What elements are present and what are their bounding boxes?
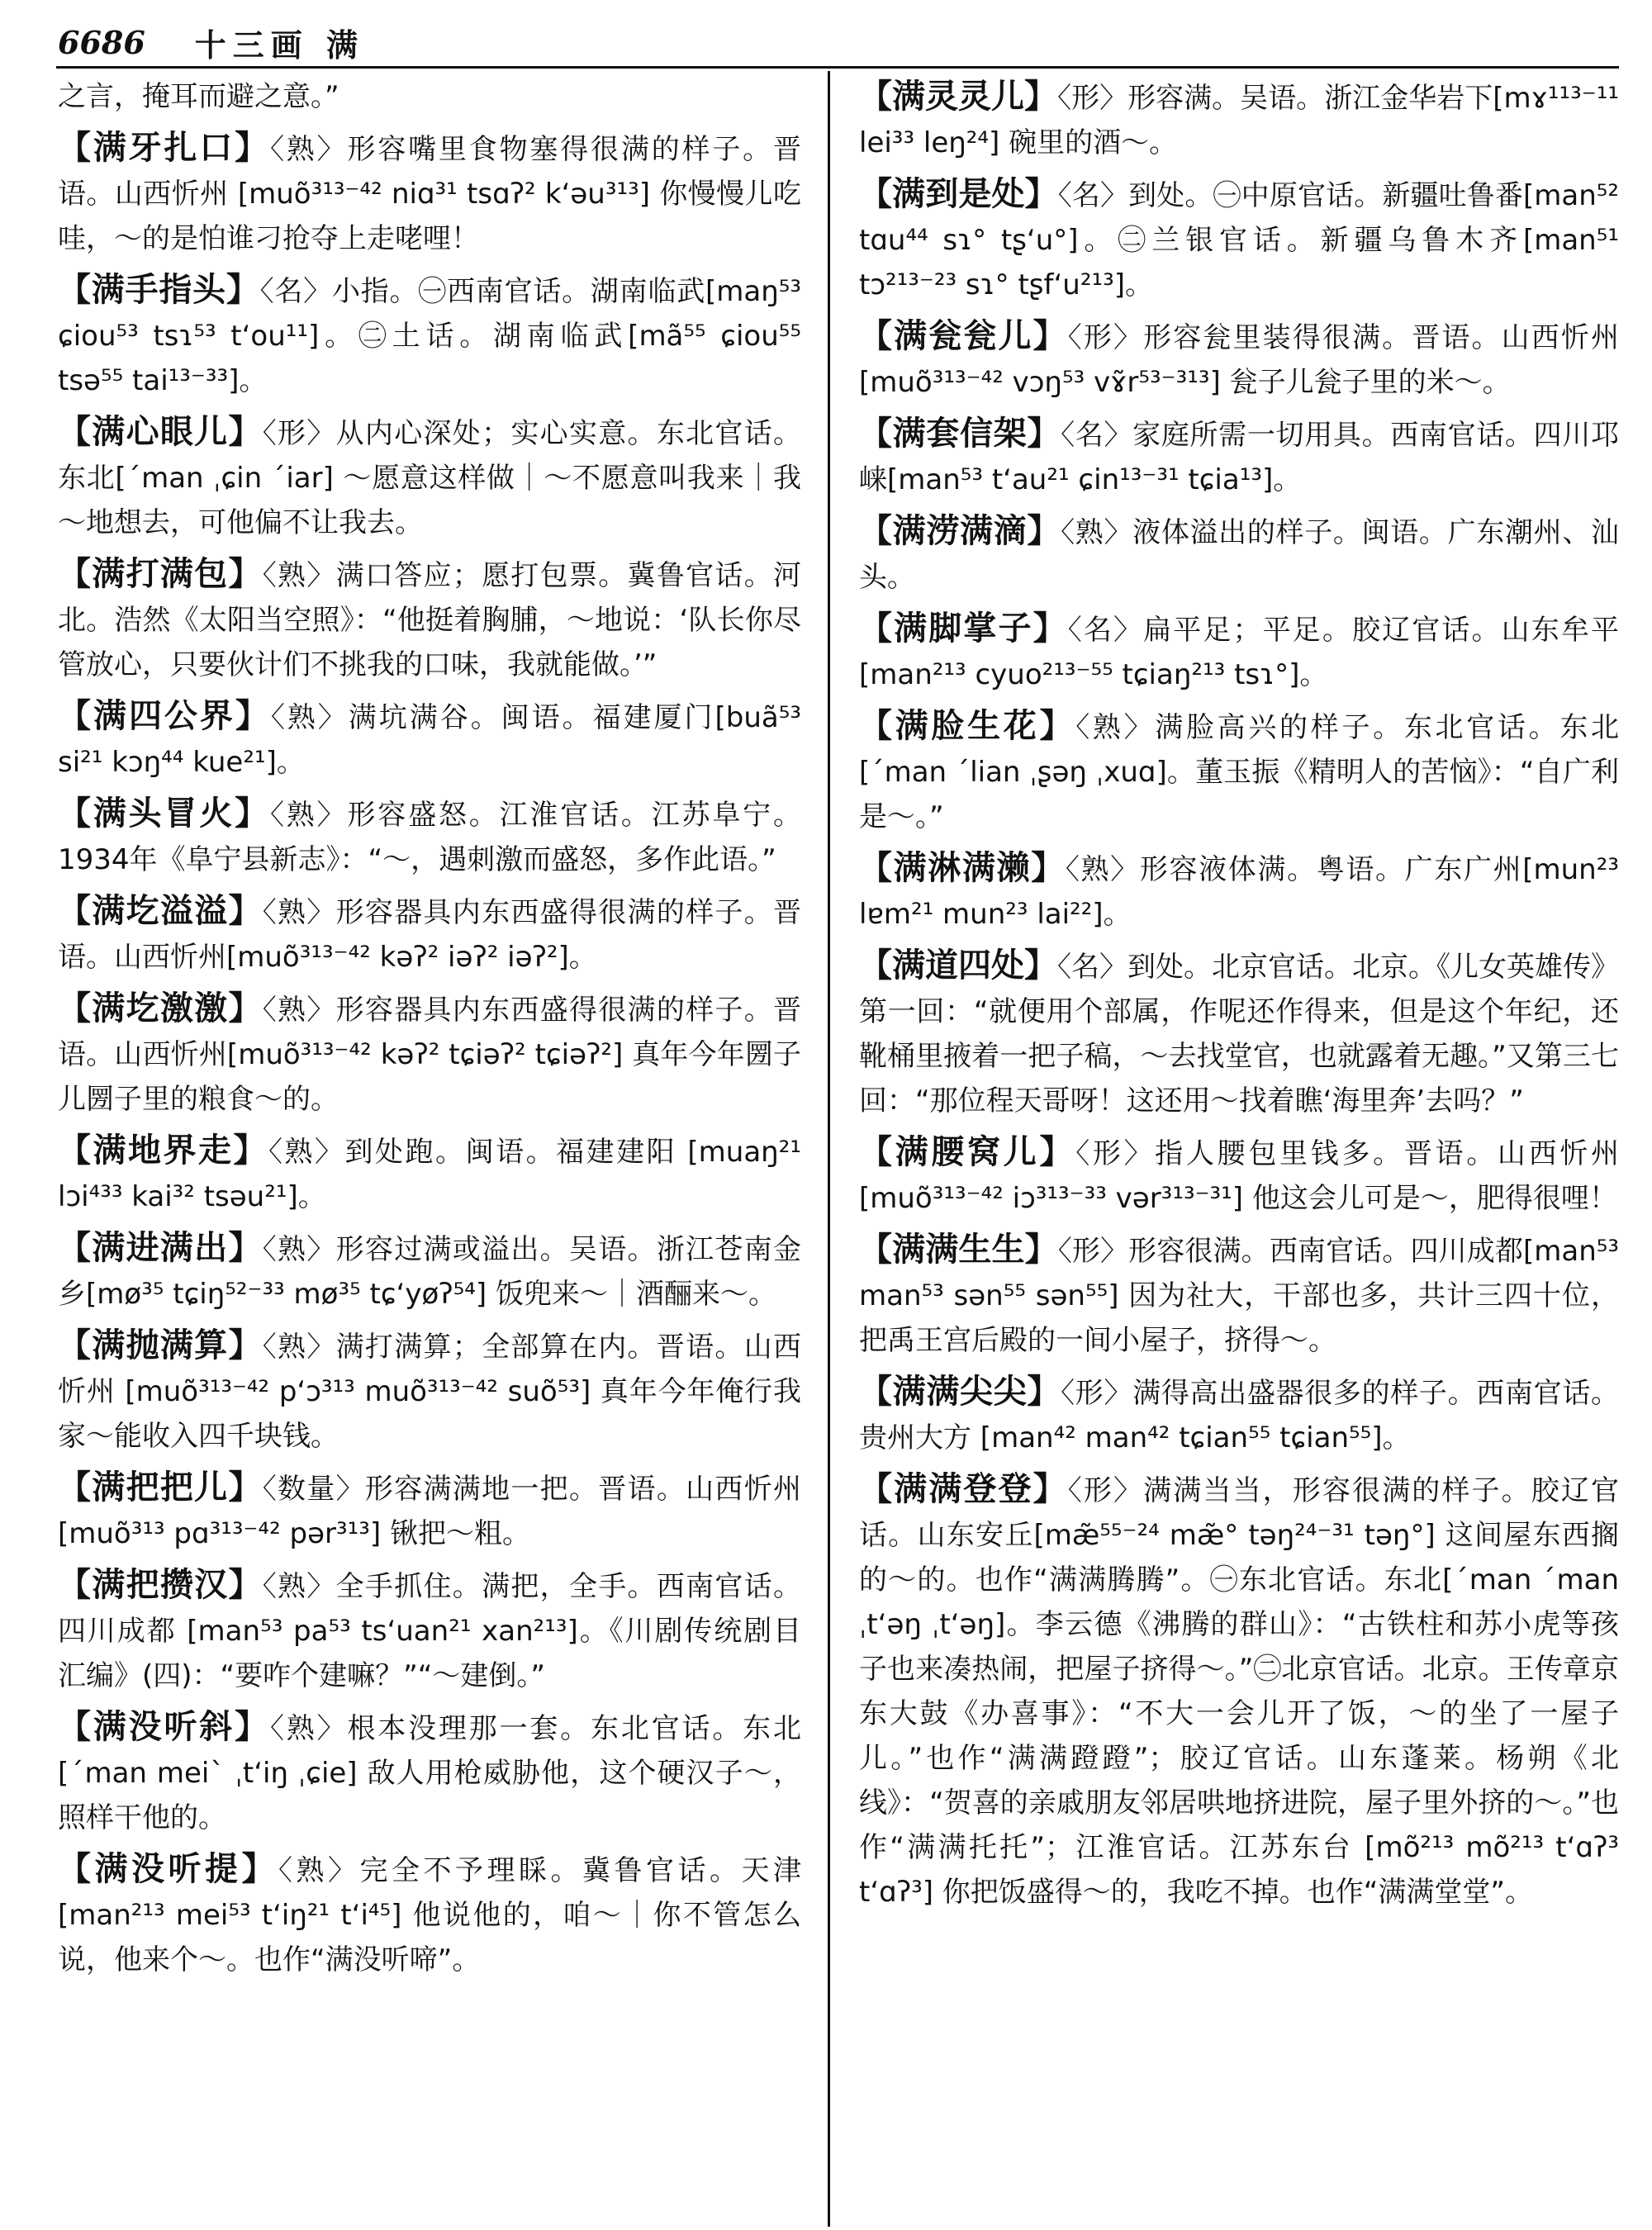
headword: 【满没听斜】	[58, 1708, 270, 1746]
dictionary-entry: 【满圪激激】〈熟〉形容器具内东西盛得很满的样子。晋语。山西忻州[muõ³¹³⁻⁴² kəʔ² tɕiəʔ² tɕiəʔ²] 真年今年圐子儿圐子里的粮食～的。	[58, 989, 801, 1116]
dictionary-entry: 【满到是处】〈名〉到处。㊀中原官话。新疆吐鲁番[man⁵² tɑu⁴⁴ sɿ° tʂ‘u°]。㊁兰银官话。新疆乌鲁木齐[man⁵¹ tɔ²¹³⁻²³ sɿ° tʂf‘u²¹³]。	[859, 175, 1619, 301]
headword: 【满圪激激】	[58, 989, 263, 1027]
entry-continuation: 之言，掩耳而避之意。”	[58, 80, 339, 113]
dictionary-entry: 【满打满包】〈熟〉满口答应；愿打包票。冀鲁官话。河北。浩然《太阳当空照》：“他挺着胸脯，～地说：‘队长你尽管放心，只要伙计们不挑我的口味，我就能做。’”	[58, 555, 801, 681]
headword: 【满满尖尖】	[859, 1373, 1061, 1411]
running-head: 十三画 满	[194, 26, 364, 64]
dictionary-entry: 【满进满出】〈熟〉形容过满或溢出。吴语。浙江苍南金乡[mø³⁵ tɕiŋ⁵²⁻³³ mø³⁵ tɕ‘yøʔ⁵⁴] 饭兜来～｜酒酾来～。	[58, 1229, 801, 1311]
dictionary-entry: 【满腰窝儿】〈形〉指人腰包里钱多。晋语。山西忻州[muõ³¹³⁻⁴² iɔ³¹³⁻³³ vər³¹³⁻³¹] 他这会儿可是～，肥得很哩！	[859, 1133, 1619, 1215]
dictionary-entry: 【满牙扎口】〈熟〉形容嘴里食物塞得很满的样子。晋语。山西忻州 [muõ³¹³⁻⁴² niɑ³¹ tsɑʔ² k‘əu³¹³] 你慢慢儿吃哇，～的是怕谁刁抢夺上走咾哩！	[58, 129, 801, 255]
dictionary-entry: 【满没听提】〈熟〉完全不予理睬。冀鲁官话。天津[man²¹³ mei⁵³ t‘iŋ²¹ t‘i⁴⁵] 他说他的，咱～｜你不管怎么说，他来个～。也作“满没听啼”。	[58, 1850, 801, 1976]
headword: 【满满生生】	[859, 1231, 1058, 1269]
headword: 【满四公界】	[58, 697, 271, 735]
dictionary-entry: 【满套信架】〈名〉家庭所需一切用具。西南官话。四川邛崃[man⁵³ t‘au²¹ ɕin¹³⁻³¹ tɕia¹³]。	[859, 415, 1619, 496]
dictionary-entry: 【满淋满濑】〈熟〉形容液体满。粤语。广东广州[mun²³ lɐm²¹ mun²³ lai²²]。	[859, 849, 1619, 931]
headword: 【满进满出】	[58, 1229, 263, 1267]
headword: 【满圪溢溢】	[58, 892, 263, 930]
dictionary-entry: 【满没听斜】〈熟〉根本没理那一套。东北官话。东北[ˊman meiˋ ˌt‘iŋ ˌɕie] 敌人用枪威胁他，这个硬汉子～，照样干他的。	[58, 1708, 801, 1834]
dictionary-entry: 【满地界走】〈熟〉到处跑。闽语。福建建阳 [muaŋ²¹ lɔi⁴³³ kai³² tsəu²¹]。	[58, 1132, 801, 1213]
headword: 【满打满包】	[58, 555, 263, 593]
dictionary-entry: 【满抛满算】〈熟〉满打满算；全部算在内。晋语。山西忻州 [muõ³¹³⁻⁴² p‘ɔ³¹³ muõ³¹³⁻⁴² suõ⁵³] 真年今年俺行我家～能收入四千块钱。	[58, 1326, 801, 1453]
dictionary-entry: 【满心眼儿】〈形〉从内心深处；实心实意。东北官话。东北[ˊman ˌɕin ˊiar] ～愿意这样做｜～不愿意叫我来｜我～地想去，可他偏不让我去。	[58, 413, 801, 539]
headword: 【满地界走】	[58, 1132, 269, 1170]
dictionary-entry: 【满头冒火】〈熟〉形容盛怒。江淮官话。江苏阜宁。1934年《阜宁县新志》：“～，遇刺激而盛怒，多作此语。”	[58, 795, 801, 876]
headword: 【满脚掌子】	[859, 610, 1068, 648]
left-column	[58, 74, 801, 2222]
page-header	[58, 21, 364, 63]
headword: 【满手指头】	[58, 271, 260, 309]
headword: 【满套信架】	[859, 415, 1061, 453]
dictionary-entry: 【满灵灵儿】〈形〉形容满。吴语。浙江金华岩下[mɤ¹¹³⁻¹¹ lei³³ leŋ²⁴] 碗里的酒～。	[859, 78, 1619, 159]
dictionary-entry: 【满脚掌子】〈名〉扁平足；平足。胶辽官话。山东牟平[man²¹³ cyuo²¹³⁻⁵⁵ tɕiaŋ²¹³ tsɿ°]。	[859, 610, 1619, 691]
right-column	[859, 74, 1619, 2222]
dictionary-entry: 【满把把儿】〈数量〉形容满满地一把。晋语。山西忻州[muõ³¹³ pɑ³¹³⁻⁴² pər³¹³] 锹把～粗。	[58, 1468, 801, 1550]
dictionary-entry: 【满满生生】〈形〉形容很满。西南官话。四川成都[man⁵³ man⁵³ sən⁵⁵ sən⁵⁵] 因为社大，干部也多，共计三四十位，把禹王宫后殿的一间小屋子，挤得～。	[859, 1231, 1619, 1357]
dictionary-entry: 【满把攒汉】〈熟〉全手抓住。满把，全手。西南官话。四川成都 [man⁵³ pa⁵³ ts‘uan²¹ xan²¹³]。《川剧传统剧目汇编》(四)：“要咋个建嘛？”“～建倒。”	[58, 1566, 801, 1692]
headword: 【满满登登】	[859, 1470, 1068, 1508]
page-number: 6686	[58, 23, 145, 61]
headword: 【满涝满滴】	[859, 512, 1061, 550]
dictionary-entry: 【满瓮瓮儿】〈形〉形容瓮里装得很满。晋语。山西忻州[muõ³¹³⁻⁴² vɔŋ⁵³ vɤ̃r⁵³⁻³¹³] 瓮子儿瓮子里的米～。	[859, 317, 1619, 399]
headword: 【满瓮瓮儿】	[859, 317, 1068, 355]
headword: 【满到是处】	[859, 175, 1058, 213]
dictionary-entry: 【满圪溢溢】〈熟〉形容器具内东西盛得很满的样子。晋语。山西忻州[muõ³¹³⁻⁴² kəʔ² iəʔ² iəʔ²]。	[58, 892, 801, 974]
headword: 【满道四处】	[859, 947, 1057, 985]
dictionary-entry: 【满涝满滴】〈熟〉液体溢出的样子。闽语。广东潮州、汕头。	[859, 512, 1619, 594]
dictionary-entry: 【满满尖尖】〈形〉满得高出盛器很多的样子。西南官话。贵州大方 [man⁴² man⁴² tɕian⁵⁵ tɕian⁵⁵]。	[859, 1373, 1619, 1454]
dictionary-entry: 【满道四处】〈名〉到处。北京官话。北京。《儿女英雄传》第一回：“就便用个部属，作呢还作得来，但是这个年纪，还靴桶里掖着一把子稿，～去找堂官，也就露着无趣。”又第三七回：“那位程天哥呀！这还用～找着瞧‘海里奔’去吗？”	[859, 947, 1619, 1117]
dictionary-entry: 【满四公界】〈熟〉满坑满谷。闽语。福建厦门[buã⁵³ si²¹ kɔŋ⁴⁴ kue²¹]。	[58, 697, 801, 779]
header-rule	[56, 66, 1619, 69]
headword: 【满心眼儿】	[58, 413, 263, 451]
headword: 【满灵灵儿】	[859, 78, 1058, 116]
headword: 【满牙扎口】	[58, 129, 270, 167]
dictionary-entry: 【满手指头】〈名〉小指。㊀西南官话。湖南临武[maŋ⁵³ ɕiou⁵³ tsɿ⁵³ t‘ou¹¹]。㊁土话。湖南临武[mã⁵⁵ ɕiou⁵⁵ tsə⁵⁵ tai¹³⁻³³]。	[58, 271, 801, 397]
headword: 【满抛满算】	[58, 1326, 263, 1364]
headword: 【满脸生花】	[859, 707, 1076, 745]
headword: 【满淋满濑】	[859, 849, 1066, 887]
dictionary-entry: 【满满登登】〈形〉满满当当，形容很满的样子。胶辽官话。山东安丘[mæ̃⁵⁵⁻²⁴ mæ̃° təŋ²⁴⁻³¹ təŋ°] 这间屋东西搁的～的。也作“满满腾腾”。㊀东北官话。东北[ˊman ˊman ˌt‘əŋ ˌt‘əŋ]。李云德《沸腾的群山》：“古铁柱和苏小虎等孩子也来凑热闹，把屋子挤得～。”㊁北京官话。北京。王传章京东大鼓《办喜事》：“不大一会儿开了饭，～的坐了一屋子儿。”也作“满满蹬蹬”；胶辽官话。山东蓬莱。杨朔《北线》：“贺喜的亲戚朋友邻居哄地挤进院，屋子里外挤的～。”也作“满满托托”；江淮官话。江苏东台 [mõ²¹³ mõ²¹³ t‘ɑʔ³ t‘ɑʔ³] 你把饭盛得～的，我吃不掉。也作“满满堂堂”。	[859, 1470, 1619, 1909]
dictionary-entry: 【满脸生花】〈熟〉满脸高兴的样子。东北官话。东北[ˊman ˊlian ˌʂəŋ ˌxuɑ]。董玉振《精明人的苦恼》：“自广利是～。”	[859, 707, 1619, 833]
headword: 【满没听提】	[58, 1850, 278, 1888]
headword: 【满腰窝儿】	[859, 1133, 1076, 1171]
headword: 【满把把儿】	[58, 1468, 263, 1506]
headword: 【满头冒火】	[58, 795, 270, 833]
column-divider	[828, 71, 830, 2227]
headword: 【满把攒汉】	[58, 1566, 263, 1604]
